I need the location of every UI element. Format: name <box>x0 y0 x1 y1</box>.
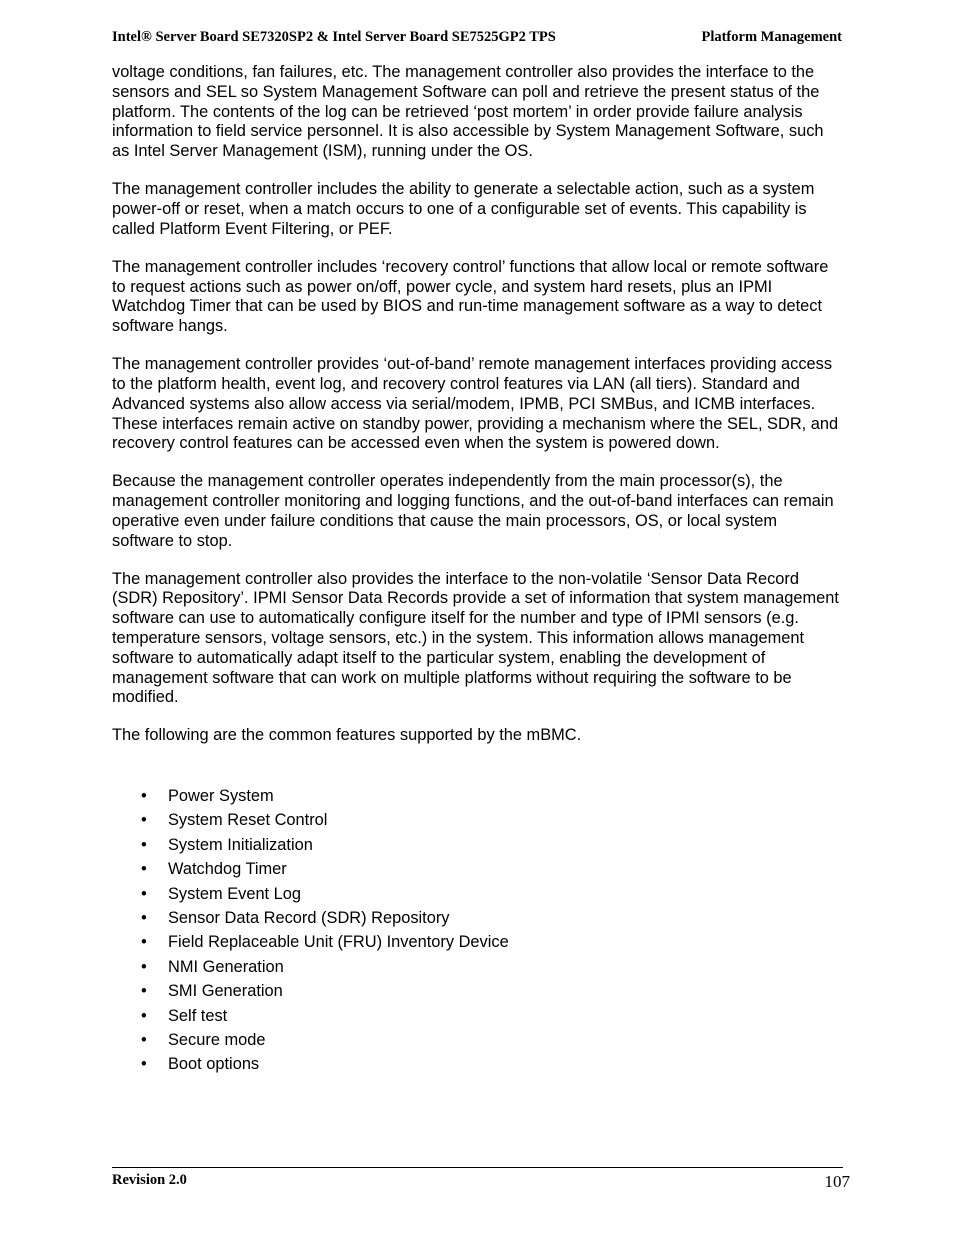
bullet-icon: • <box>141 933 147 952</box>
bullet-icon: • <box>141 1055 147 1074</box>
list-item <box>112 933 842 957</box>
bullet-icon: • <box>141 884 147 903</box>
list-item-label: Field Replaceable Unit (FRU) Inventory Device <box>168 933 509 952</box>
list-item-label: Watchdog Timer <box>168 860 287 879</box>
paragraph-out-of-band: The management controller provides ‘out-of-band’ remote management interfaces providing access to the platform health, event log, and recovery control features via LAN (all tiers). Standard and Advanced systems also allow access via serial/modem, IPMB, PCI SMBus, and ICMB interfaces. These interfaces remain active on standby power, providing a mechanism where the SEL, SDR, and recovery control features can be accessed even when the system is powered down. <box>112 355 839 453</box>
list-item-label: System Event Log <box>168 884 302 903</box>
footer-divider <box>112 1167 843 1168</box>
page-number: 107 <box>824 1172 850 1191</box>
list-item-label: Boot options <box>168 1055 260 1074</box>
paragraph-recovery-control: The management controller includes ‘recovery control’ functions that allow local or remote software to request actions such as power on/off, power cycle, and system hard resets, plus an IPMI Watchdog Timer that can be used by BIOS and run-time management software as a way to detect software hangs. <box>112 257 829 336</box>
bullet-icon: • <box>141 1030 147 1049</box>
list-item-label: System Reset Control <box>168 811 328 830</box>
revision-label: Revision 2.0 <box>112 1172 187 1188</box>
bullet-icon: • <box>141 787 147 805</box>
list-item <box>112 1055 842 1079</box>
list-item-label: System Initialization <box>168 835 313 854</box>
bullet-icon: • <box>141 811 147 830</box>
list-item-label: Secure mode <box>168 1030 266 1049</box>
body-text <box>112 63 842 764</box>
bullet-icon: • <box>141 982 147 1001</box>
bullet-icon: • <box>141 1006 147 1025</box>
bullet-icon: • <box>141 835 147 854</box>
document-title: Intel® Server Board SE7320SP2 & Intel Server Board SE7525GP2 TPS <box>112 29 556 45</box>
list-item <box>112 811 842 835</box>
list-item <box>112 982 842 1006</box>
list-item <box>112 958 842 982</box>
bullet-icon: • <box>141 860 147 879</box>
paragraph-sdr-repository: The management controller also provides the interface to the non-volatile ‘Sensor Data Record (SDR) Repository’. IPMI Sensor Data Records provide a set of information that system management software can use to automatically configure itself for the number and type of IPMI sensors (e.g. temperature sensors, voltage sensors, etc.) in the system. This information allows management software to automatically adapt itself to the particular system, enabling the development of management software that can work on multiple platforms without requiring the software to be modified. <box>112 569 839 707</box>
section-title: Platform Management <box>701 29 842 45</box>
page-header <box>112 27 842 49</box>
paragraph-features-intro: The following are the common features supported by the mBMC. <box>112 726 582 745</box>
list-item <box>112 1031 842 1055</box>
bullet-icon: • <box>141 908 147 927</box>
list-item <box>112 860 842 884</box>
list-item <box>112 836 842 860</box>
list-item-label: NMI Generation <box>168 957 284 976</box>
feature-list <box>112 787 842 1080</box>
list-item <box>112 1007 842 1031</box>
paragraph-pef: The management controller includes the ability to generate a selectable action, such as a system power-off or reset, when a match occurs to one of a configurable set of events. This capability is called Platform Event Filtering, or PEF. <box>112 180 815 238</box>
bullet-icon: • <box>141 957 147 976</box>
list-item-label: Power System <box>168 787 274 805</box>
list-item <box>112 885 842 909</box>
paragraph-independent-operation: Because the management controller operates independently from the main processor(s), the management controller monitoring and logging functions, and the out-of-band interfaces can remain operative even under failure conditions that cause the main processors, OS, or local system software to stop. <box>112 472 834 550</box>
list-item <box>112 787 842 811</box>
list-item <box>112 909 842 933</box>
list-item-label: SMI Generation <box>168 982 283 1001</box>
paragraph-sensors-sel: voltage conditions, fan failures, etc. The management controller also provides the interface to the sensors and SEL so System Management Software can poll and retrieve the present status of the platform. The contents of the log can be retrieved ‘post mortem’ in order provide failure analysis information to field service personnel. It is also accessible by System Management Software, such as Intel Server Management (ISM), running under the OS. <box>112 63 824 161</box>
list-item-label: Sensor Data Record (SDR) Repository <box>168 908 450 927</box>
list-item-label: Self test <box>168 1006 228 1025</box>
